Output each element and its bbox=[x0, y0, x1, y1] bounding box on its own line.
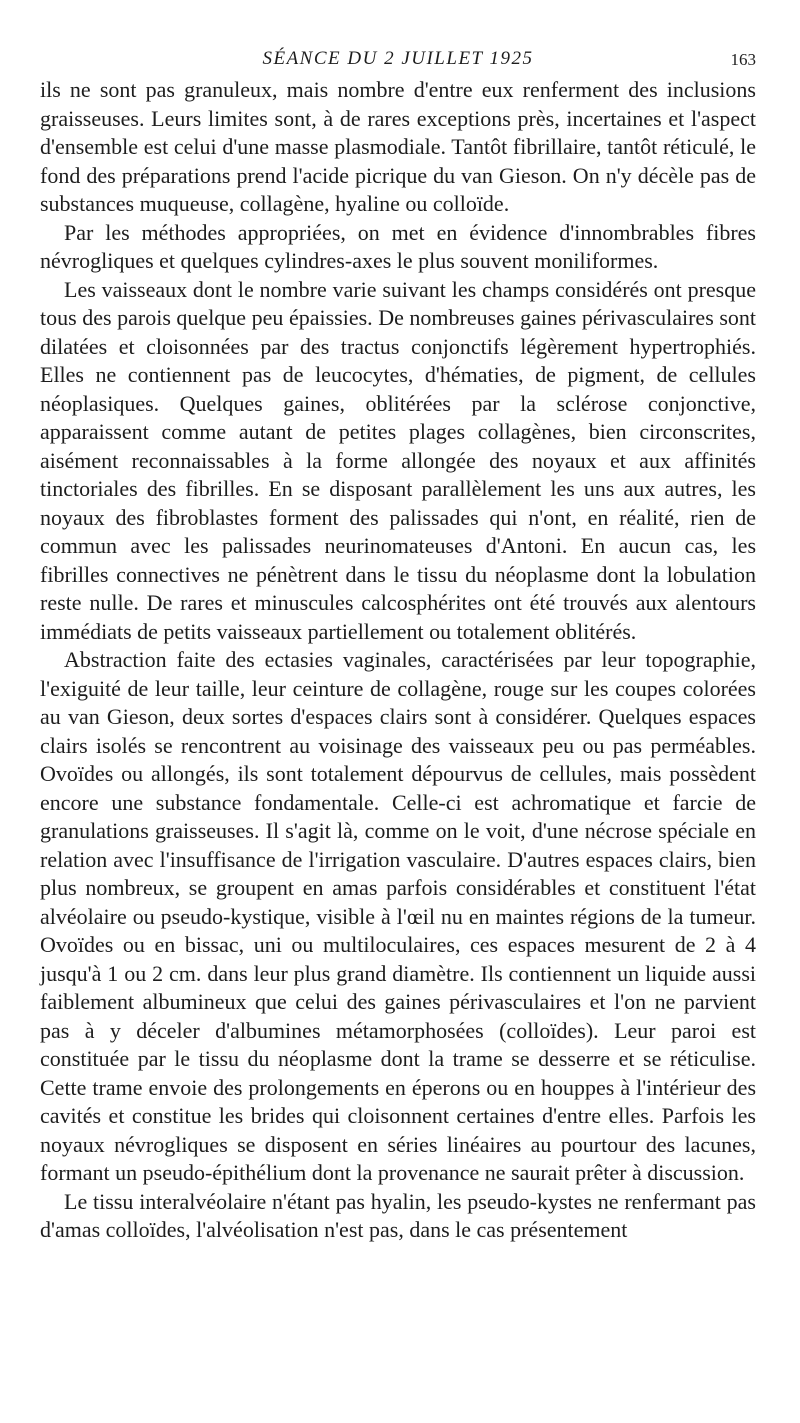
paragraph-5: Le tissu interalvéolaire n'étant pas hyalin, les pseudo-kystes ne renfermant pas d'amas colloïdes, l'alvéolisation n'est pas, dans le cas présentement bbox=[40, 1188, 756, 1242]
paragraph-2: Par les méthodes appropriées, on met en évidence d'innombrables fibres névrogliques et quelques cylindres-axes le plus souvent moniliformes. bbox=[40, 219, 756, 273]
page-header bbox=[40, 40, 756, 76]
running-title: SÉANCE DU 2 JUILLET 1925 bbox=[262, 48, 534, 69]
body-text bbox=[40, 76, 756, 1245]
paragraph-1: ils ne sont pas granuleux, mais nombre d'entre eux renferment des inclusions graisseuses. Leurs limites sont, à de rares exceptions près, incertaines et l'aspect d'ensemble est celui d'une masse plasmodiale. Tantôt fibrillaire, tantôt réticulé, le fond des préparations prend l'acide picrique du van Gieson. On n'y décèle pas de substances muqueuse, collagène, hyaline ou colloïde. bbox=[40, 77, 756, 216]
page-number: 163 bbox=[730, 50, 756, 69]
paragraph-3: Les vaisseaux dont le nombre varie suivant les champs considérés ont presque tous des parois quelque peu épaissies. De nombreuses gaines périvasculaires sont dilatées et cloisonnées par des tractus conjonctifs légèrement hypertrophiés. Elles ne contiennent pas de leucocytes, d'hématies, de pigment, de cellules néoplasiques. Quelques gaines, oblitérées par la sclérose conjonctive, apparaissent comme autant de petites plages collagènes, bien circonscrites, aisément reconnaissables à la forme allongée des noyaux et aux affinités tinctoriales des fibrilles. En se disposant parallèlement les uns aux autres, les noyaux des fibroblastes forment des palissades qui n'ont, en réalité, rien de commun avec les palissades neurinomateuses d'Antoni. En aucun cas, les fibrilles connectives ne pénètrent dans le tissu du néoplasme dont la lobulation reste nulle. De rares et minuscules calcosphérites ont été trouvés aux alentours immédiats de petits vaisseaux partiellement ou totalement oblitérés. bbox=[40, 276, 756, 644]
paragraph-4: Abstraction faite des ectasies vaginales, caractérisées par leur topographie, l'exiguité de leur taille, leur ceinture de collagène, rouge sur les coupes colorées au van Gieson, deux sortes d'espaces clairs sont à considérer. Quelques espaces clairs isolés se rencontrent au voisinage des vaisseaux peu ou pas perméables. Ovoïdes ou allongés, ils sont totalement dépourvus de cellules, mais possèdent encore une substance fondamentale. Celle-ci est achromatique et farcie de granulations graisseuses. Il s'agit là, comme on le voit, d'une nécrose spéciale en relation avec l'insuffisance de l'irrigation vasculaire. D'autres espaces clairs, bien plus nombreux, se groupent en amas parfois considérables et constituent l'état alvéolaire ou pseudo-kystique, visible à l'œil nu en maintes régions de la tumeur. Ovoïdes ou en bissac, uni ou multiloculaires, ces espaces mesurent de 2 à 4 jusqu'à 1 ou 2 cm. dans leur plus grand diamètre. Ils contiennent un liquide aussi faiblement albumineux que celui des gaines périvasculaires et l'on ne parvient pas à y déceler d'albumines métamorphosées (colloïdes). Leur paroi est constituée par le tissu du néoplasme dont la trame se desserre et se réticulise. Cette trame envoie des prolongements en éperons ou en houppes à l'intérieur des cavités et constitue les brides qui cloisonnent certaines d'entre elles. Parfois les noyaux névrogliques se disposent en séries linéaires au pourtour des lacunes, formant un pseudo-épithélium dont la provenance ne saurait prêter à discussion. bbox=[40, 647, 756, 1185]
